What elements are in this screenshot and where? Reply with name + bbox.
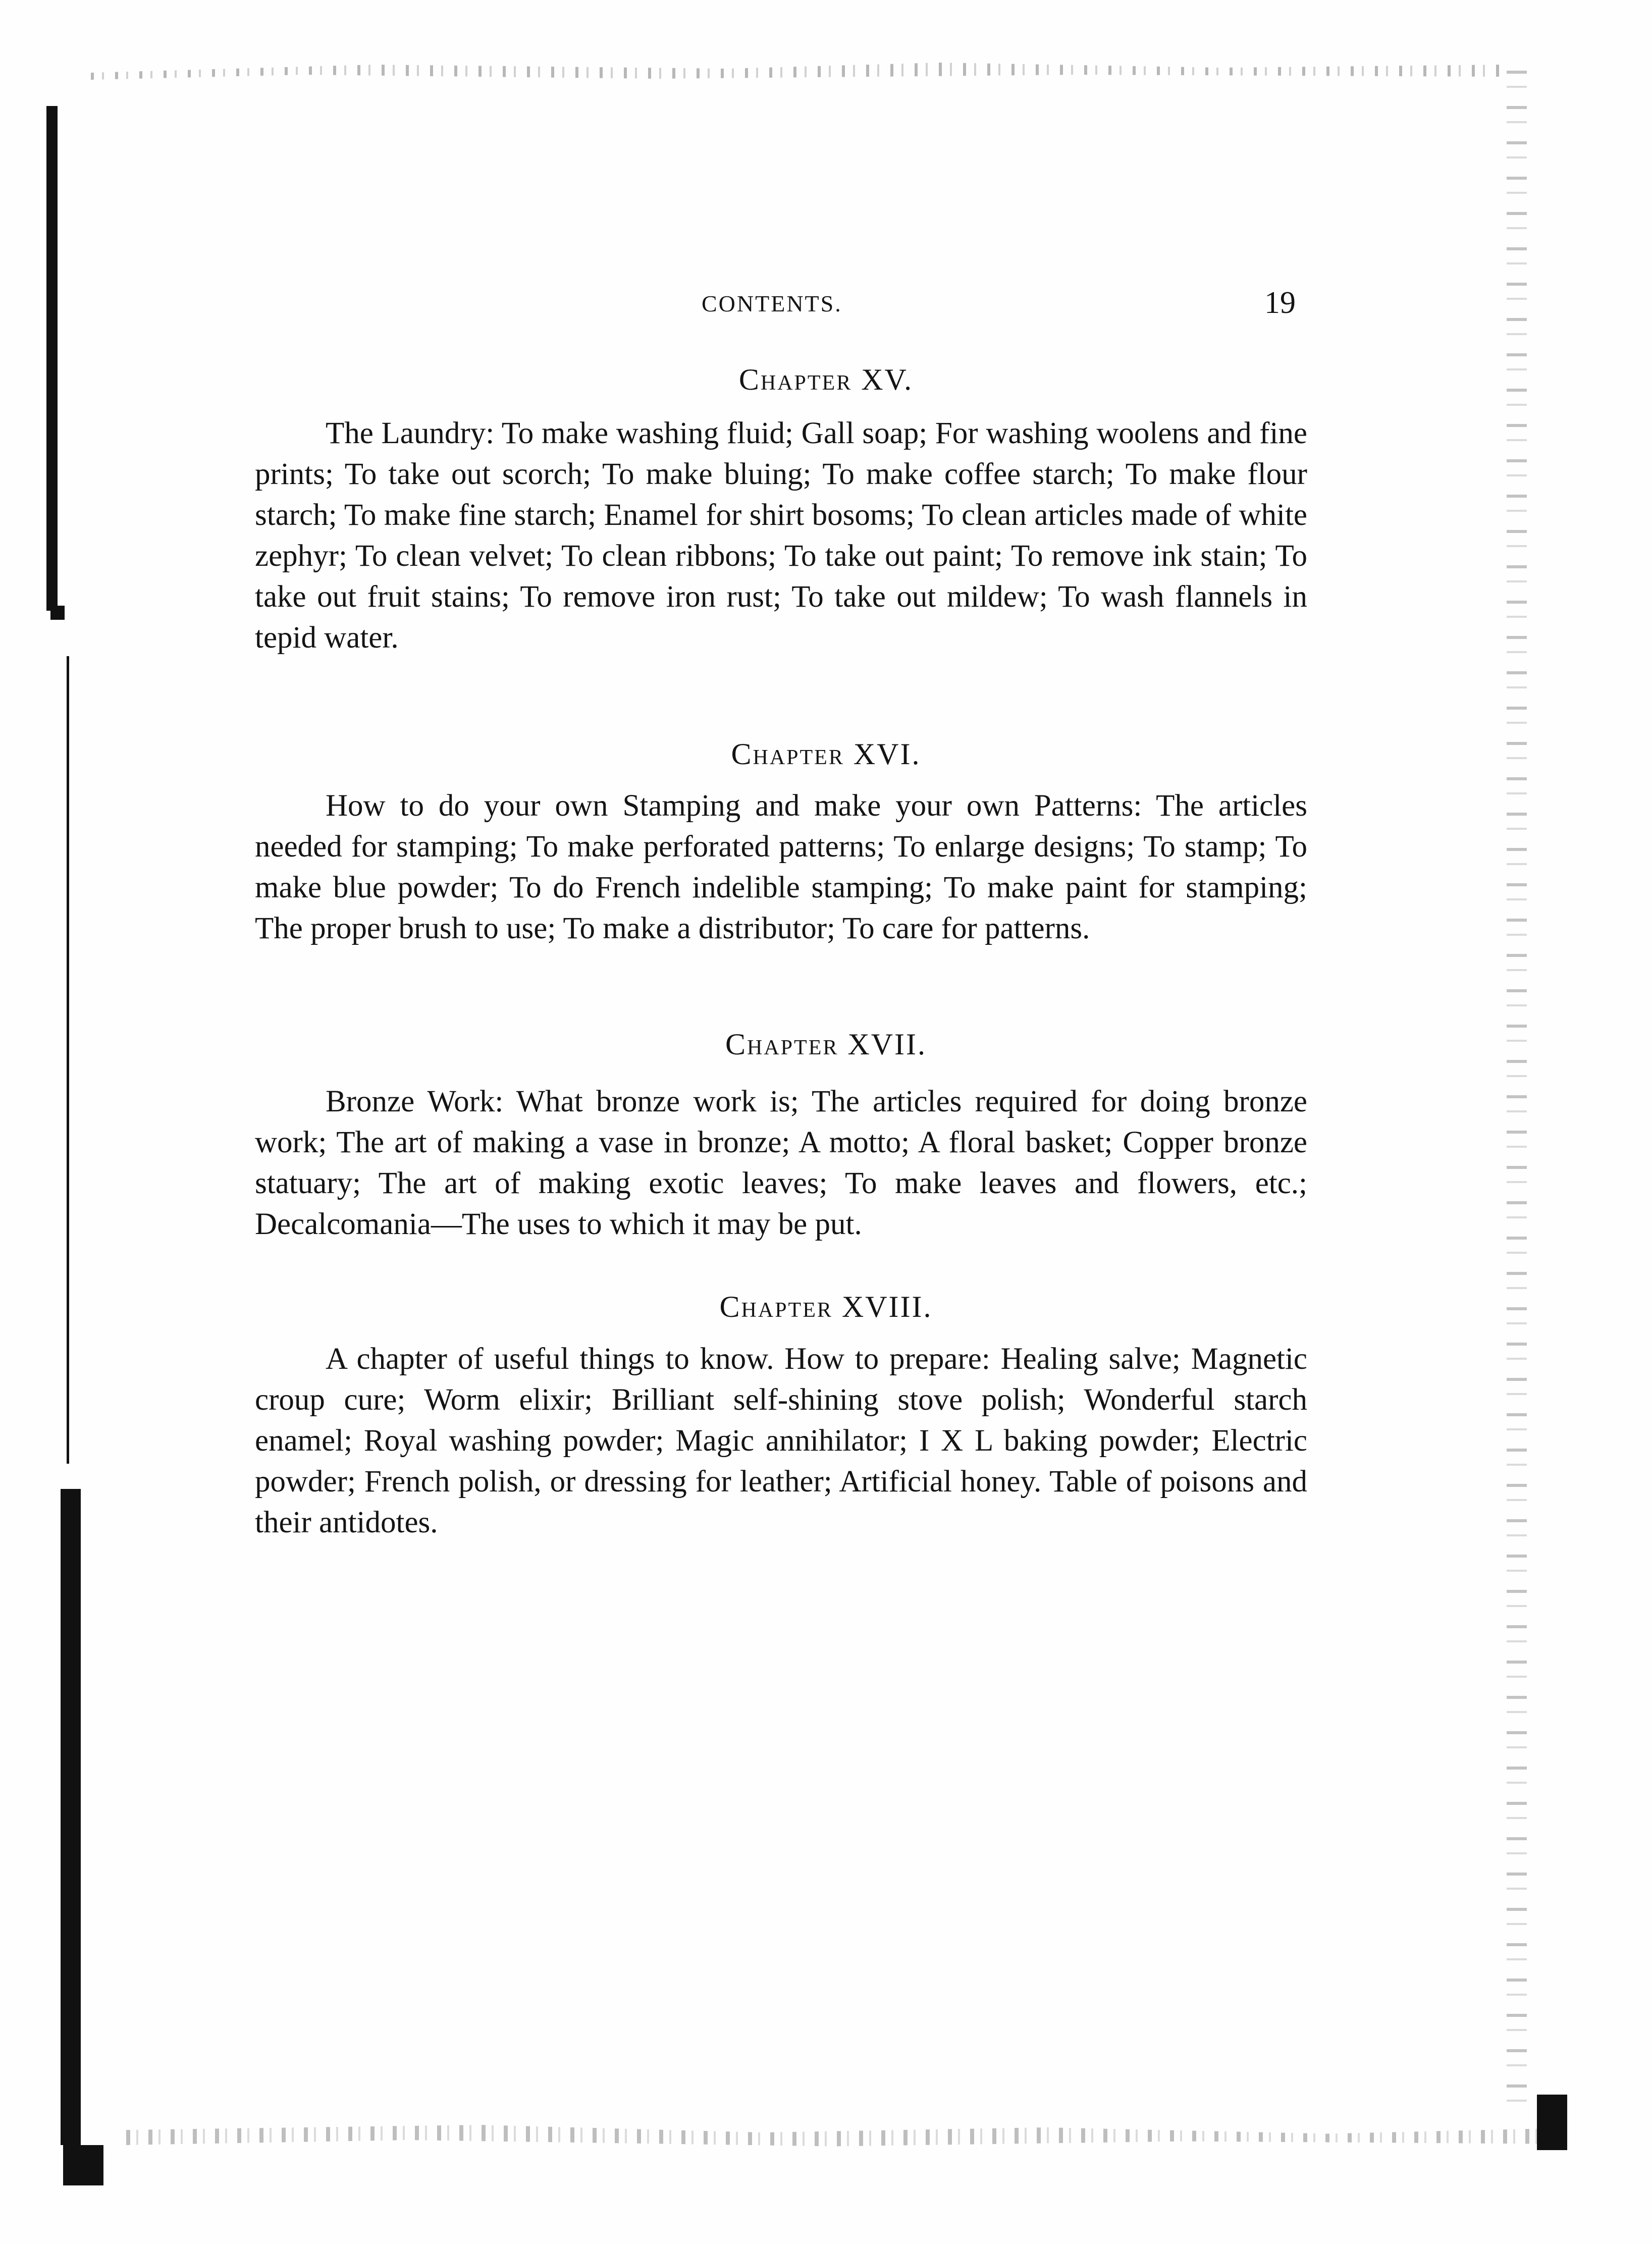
chapter-summary: How to do your own Stamping and make your own Patterns: The articles needed for stamping; To make perforated patterns; To enlarge designs; To stamp; To make blue powder; To do French indelible stamping; To make paint for stamping; The proper brush to use; To make a distributor; To care for patterns. <box>255 789 1307 945</box>
page-corner-mark <box>1537 2095 1567 2150</box>
page-edge-top <box>91 61 1504 81</box>
binding-shadow-line <box>50 606 65 620</box>
chapter-summary: A chapter of useful things to know. How to prepare: Healing salve; Magnetic croup cure; Worm elixir; Brilliant self-shining stove polish; Wonderful starch enamel; Royal washing powder; Magic annihilator; I X L baking powder; Electric powder; French polish, or dressing for leather; Artificial honey. Table of poisons and their antidotes. <box>255 1342 1307 1539</box>
chapter-summary: Bronze Work: What bronze work is; The articles required for doing bronze work; The art of making a vase in bronze; A motto; A floral basket; Copper bronze statuary; The art of making exotic leaves; To make leaves and flowers, etc.; Decalcomania—The uses to which it may be put. <box>255 1085 1307 1241</box>
binding-shadow-line <box>61 1489 81 2145</box>
binding-shadow-line <box>46 106 58 611</box>
chapter-heading: Chapter XV. <box>738 363 914 396</box>
page-number: 19 <box>1264 286 1296 320</box>
running-header: CONTENTS. <box>702 291 842 316</box>
chapter-heading: Chapter XVII. <box>725 1028 927 1061</box>
page-edge-bottom <box>126 2122 1539 2148</box>
chapter-summary: The Laundry: To make washing fluid; Gall soap; For washing woolens and fine prints; To take out scorch; To make bluing; To make coffee starch; To make flour starch; To make fine starch; Enamel for shirt bosoms; To clean articles made of white zephyr; To clean velvet; To clean ribbons; To take out paint; To remove ink stain; To take out fruit stains; To remove iron rust; To take out mildew; To wash flannels in tepid water. <box>255 416 1307 655</box>
chapter-heading: Chapter XVI. <box>731 737 921 771</box>
binding-shadow-line <box>63 2145 103 2185</box>
chapter-heading: Chapter XVIII. <box>719 1290 933 1323</box>
